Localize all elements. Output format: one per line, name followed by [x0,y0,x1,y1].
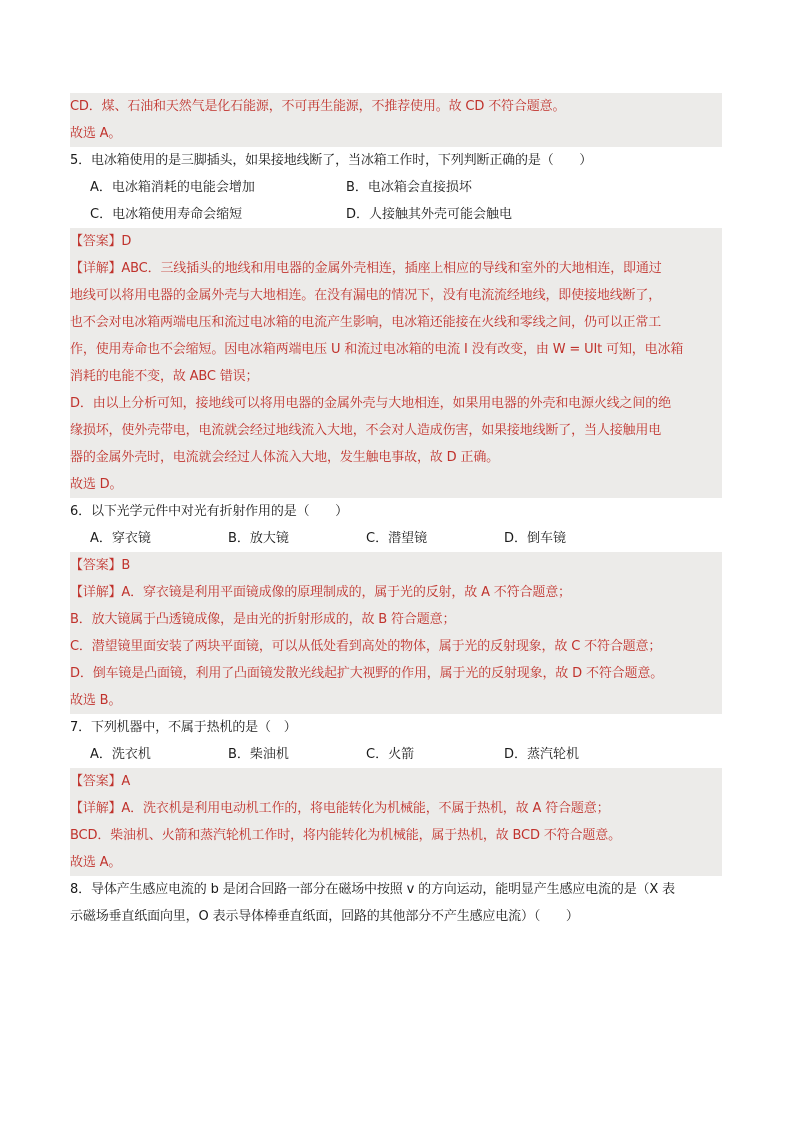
option-item: C．潜望镜 [366,531,428,546]
explanation-line: 【答案】D [70,234,132,249]
option-row [70,741,722,768]
option-item: D．人接触其外壳可能会触电 [346,207,513,222]
explanation-block [70,93,722,147]
explanation-line: 【详解】ABC．三线插头的地线和用电器的金属外壳相连，插座上相应的导线和室外的大地相连，即通过 [70,261,662,276]
document-page [70,93,722,930]
explanation-line: 故选 B。 [70,693,122,708]
explanation-line: 【答案】B [70,558,131,573]
question-text: 7．下列机器中，不属于热机的是（ ） [70,720,297,735]
explanation-line: 器的金属外壳时，电流就会经过人体流入大地，发生触电事故，故 D 正确。 [70,450,500,465]
explanation-line: 缘损坏，使外壳带电，电流就会经过地线流入大地，不会对人造成伤害，如果接地线断了，当人接触用电 [70,423,662,438]
question-text: 6．以下光学元件中对光有折射作用的是（ ） [70,504,348,519]
question-text: 示磁场垂直纸面向里，O 表示导体棒垂直纸面，回路的其他部分不产生感应电流）（ ） [70,909,579,924]
explanation-line: B．放大镜属于凸透镜成像，是由光的折射形成的，故 B 符合题意； [70,612,456,627]
option-item: D．蒸汽轮机 [504,747,580,762]
option-item: B．电冰箱会直接损坏 [346,180,472,195]
explanation-block [70,768,722,876]
explanation-line: 故选 A。 [70,855,122,870]
option-item: A．穿衣镜 [90,531,151,546]
explanation-line: D．倒车镜是凸面镜，利用了凸面镜发散光线起扩大视野的作用，属于光的反射现象，故 D 不符合题意。 [70,666,664,681]
question-text: 8．导体产生感应电流的 b 是闭合回路一部分在磁场中按照 v 的方向运动，能明显产生感应电流的是（X 表 [70,882,675,897]
explanation-line: 地线可以将用电器的金属外壳与大地相连。在没有漏电的情况下，没有电流流经地线，即使接地线断了， [70,288,662,303]
explanation-line: 【详解】A．洗衣机是利用电动机工作的，将电能转化为机械能，不属于热机，故 A 符合题意； [70,801,610,816]
option-item: B．放大镜 [228,531,289,546]
explanation-line: 消耗的电能不变，故 ABC 错误； [70,369,259,384]
explanation-line: BCD．柴油机、火箭和蒸汽轮机工作时，将内能转化为机械能，属于热机，故 BCD 不符合题意。 [70,828,621,843]
explanation-line: 【详解】A．穿衣镜是利用平面镜成像的原理制成的，属于光的反射，故 A 不符合题意； [70,585,571,600]
explanation-line: 故选 D。 [70,477,123,492]
explanation-line: CD．煤、石油和天然气是化石能源，不可再生能源，不推荐使用。故 CD 不符合题意。 [70,99,566,114]
option-item: C．火箭 [366,747,415,762]
explanation-line: 也不会对电冰箱两端电压和流过电冰箱的电流产生影响，电冰箱还能接在火线和零线之间，仍可以正常工 [70,315,662,330]
option-item: A．洗衣机 [90,747,151,762]
explanation-line: 故选 A。 [70,126,122,141]
question-text: 5．电冰箱使用的是三脚插头，如果接地线断了，当冰箱工作时，下列判断正确的是（ ） [70,153,593,168]
explanation-line: C．潜望镜里面安装了两块平面镜，可以从低处看到高处的物体，属于光的反射现象，故 C 不符合题意； [70,639,662,654]
option-item: C．电冰箱使用寿命会缩短 [90,207,243,222]
option-item: D．倒车镜 [504,531,567,546]
option-item: A．电冰箱消耗的电能会增加 [90,180,255,195]
explanation-line: D．由以上分析可知，接地线可以将用电器的金属外壳与大地相连，如果用电器的外壳和电源火线之间的绝 [70,396,671,411]
option-row [70,201,722,228]
explanation-line: 【答案】A [70,774,131,789]
option-row [70,174,722,201]
explanation-line: 作，使用寿命也不会缩短。因电冰箱两端电压 U 和流过电冰箱的电流 I 没有改变，由 W = UIt 可知，电冰箱 [70,342,684,357]
option-row [70,525,722,552]
option-item: B．柴油机 [228,747,289,762]
explanation-block [70,552,722,714]
explanation-block [70,228,722,498]
